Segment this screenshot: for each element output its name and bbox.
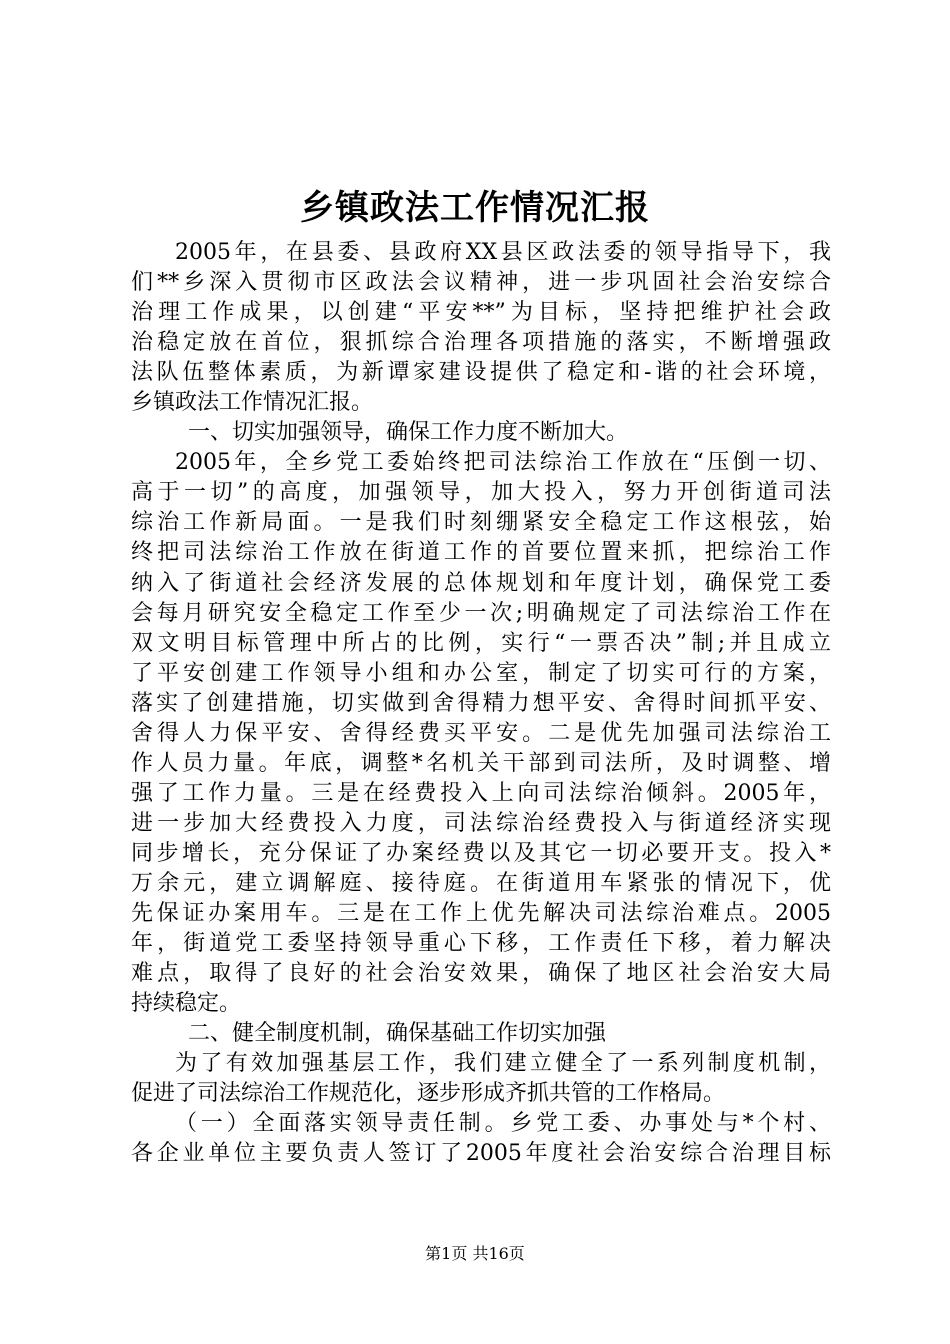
document-body (131, 238, 831, 1169)
text-line: 强了工作力量。三是在经费投入上向司法综治倾斜。2005年， (131, 780, 831, 806)
text-line: 2005年，在县委、县政府XX县区政法委的领导指导下，我 (175, 240, 831, 265)
text-line: 法队伍整体素质，为新谭家建设提供了稳定和-谐的社会环境， (131, 360, 831, 386)
text-line: 年，街道党工委坚持领导重心下移，工作责任下移，着力解决 (131, 931, 831, 957)
text-line: 落实了创建措施，切实做到舍得精力想平安、舍得时间抓平安、 (131, 690, 831, 716)
text-line: 纳入了街道社会经济发展的总体规划和年度计划，确保党工委 (131, 570, 831, 596)
text-line: 促进了司法综治工作规范化，逐步形成齐抓共管的工作格局。 (131, 1081, 726, 1107)
text-line: 治稳定放在首位，狠抓综合治理各项措施的落实，不断增强政 (131, 330, 831, 356)
text-line: 治理工作成果，以创建“平安**”为目标，坚持把维护社会政 (131, 300, 831, 326)
page-footer (0, 1244, 950, 1264)
page-number: 第1页 共16页 (425, 1244, 525, 1263)
section-heading: 二、健全制度机制，确保基础工作切实加强 (188, 1021, 607, 1047)
text-line: 了平安创建工作领导小组和办公室，制定了切实可行的方案， (131, 660, 831, 686)
text-line: 难点，取得了良好的社会治安效果，确保了地区社会治安大局 (131, 961, 831, 987)
text-line: 会每月研究安全稳定工作至少一次;明确规定了司法综治工作在 (131, 600, 831, 626)
text-line: 们**乡深入贯彻市区政法会议精神，进一步巩固社会治安综合 (131, 270, 831, 296)
document-title: 乡镇政法工作情况汇报 (300, 188, 650, 228)
text-line: 进一步加大经费投入力度，司法综治经费投入与街道经济实现 (131, 810, 831, 836)
text-line: （一）全面落实领导责任制。乡党工委、办事处与*个村、 (175, 1111, 831, 1137)
text-line: 先保证办案用车。三是在工作上优先解决司法综治难点。2005 (131, 901, 831, 927)
text-line: 乡镇政法工作情况汇报。 (131, 390, 374, 416)
section-heading: 一、切实加强领导，确保工作力度不断加大。 (188, 420, 629, 446)
text-line: 2005年，全乡党工委始终把司法综治工作放在“压倒一切、 (175, 450, 831, 476)
text-line: 各企业单位主要负责人签订了2005年度社会治安综合治理目标 (131, 1141, 831, 1167)
text-line: 为了有效加强基层工作，我们建立健全了一系列制度机制， (175, 1051, 831, 1077)
text-line: 高于一切”的高度，加强领导，加大投入，努力开创街道司法 (131, 480, 831, 506)
text-line: 舍得人力保平安、舍得经费买平安。二是优先加强司法综治工 (131, 720, 831, 746)
text-line: 同步增长，充分保证了办案经费以及其它一切必要开支。投入* (131, 840, 831, 866)
text-line: 终把司法综治工作放在街道工作的首要位置来抓，把综治工作 (131, 540, 831, 566)
text-line: 万余元，建立调解庭、接待庭。在街道用车紧张的情况下，优 (131, 870, 831, 896)
text-line: 作人员力量。年底，调整*名机关干部到司法所，及时调整、增 (131, 750, 831, 776)
text-line: 双文明目标管理中所占的比例，实行“一票否决”制;并且成立 (131, 630, 831, 656)
text-line: 综治工作新局面。一是我们时刻绷紧安全稳定工作这根弦，始 (131, 510, 831, 536)
text-line: 持续稳定。 (131, 991, 242, 1017)
